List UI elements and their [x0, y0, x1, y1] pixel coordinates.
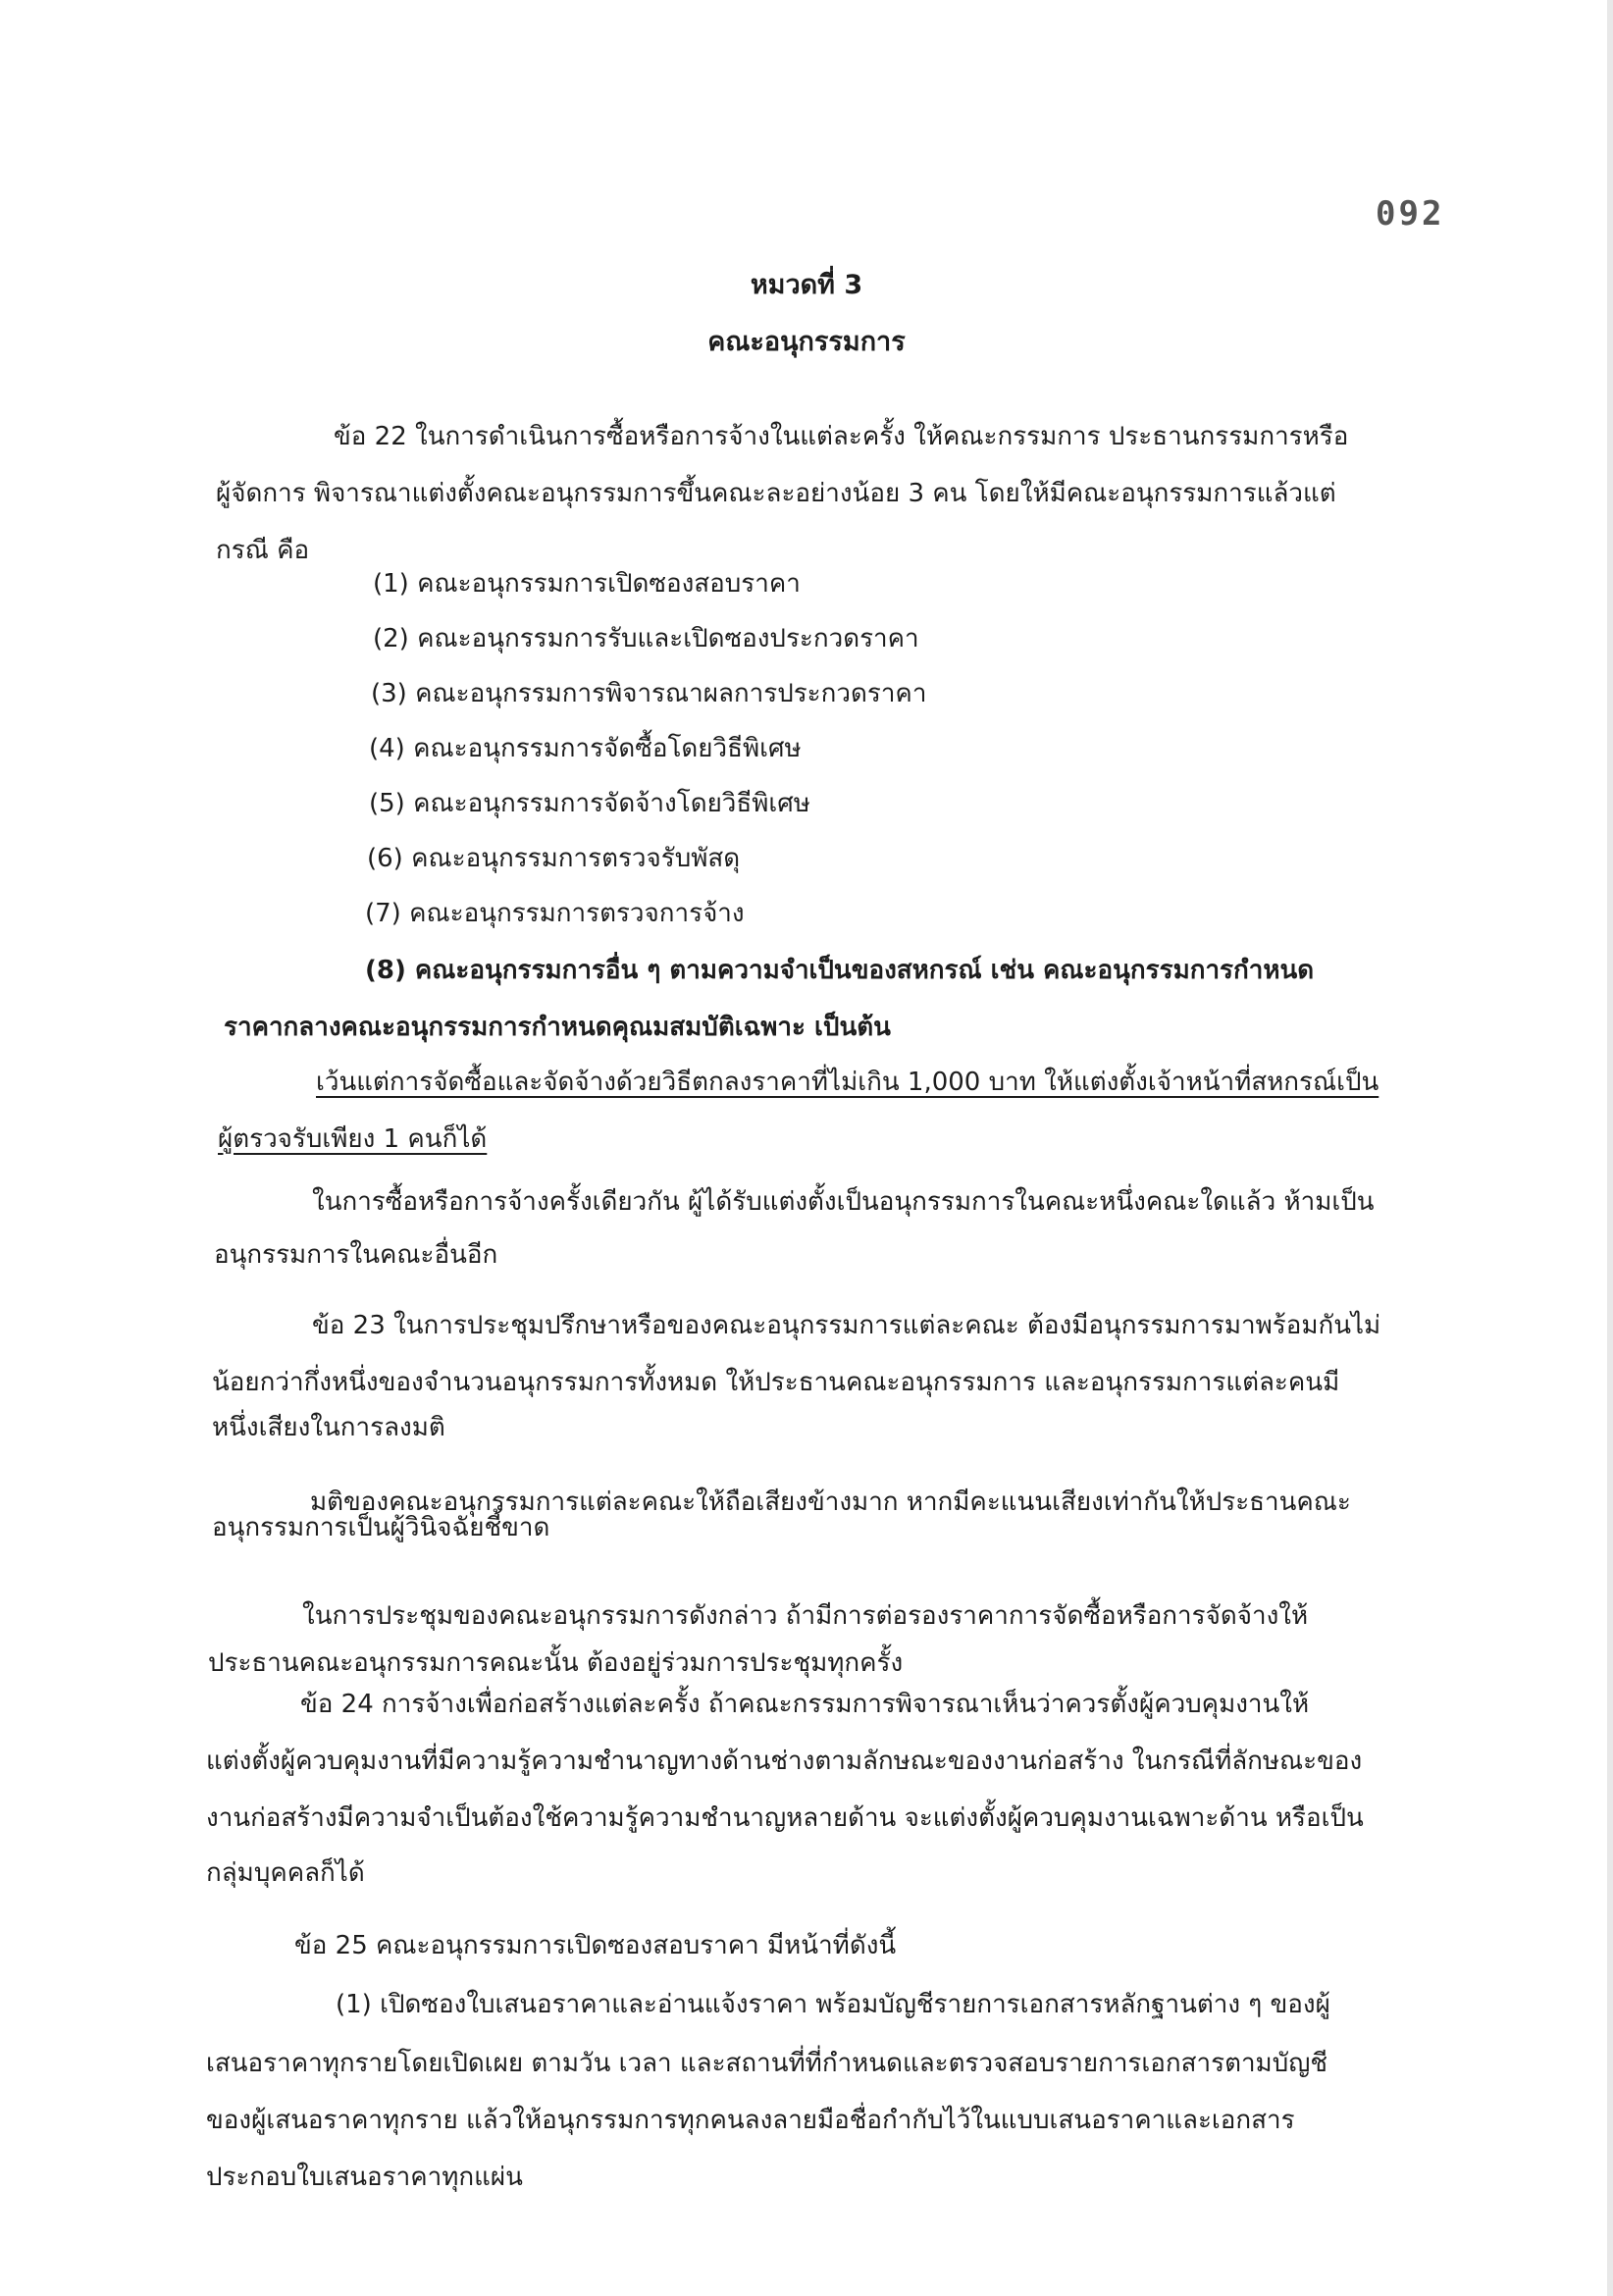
committee-item-7: (7) คณะอนุกรรมการตรวจการจ้าง [365, 899, 745, 928]
clause25-item1-line3: ของผู้เสนอราคาทุกราย แล้วให้อนุกรรมการทุกคนลงลายมือชื่อกำกับไว้ในแบบเสนอราคาและเอกสาร [206, 2106, 1295, 2135]
clause24-line3: งานก่อสร้างมีความจำเป็นต้องใช้ความรู้ความชำนาญหลายด้าน จะแต่งตั้งผู้ควบคุมงานเฉพาะด้าน หรือเป็น [206, 1803, 1364, 1833]
committee-item-6: (6) คณะอนุกรรมการตรวจรับพัสดุ [367, 844, 741, 873]
page-number-stamp: 092 [1376, 194, 1445, 234]
same-purchase-line1: ในการซื้อหรือการจ้างครั้งเดียวกัน ผู้ได้รับแต่งตั้งเป็นอนุกรรมการในคณะหนึ่งคณะใดแล้ว ห้ามเป็น [312, 1187, 1375, 1217]
chapter-heading: หมวดที่ 3 [750, 270, 863, 300]
committee-item-1: (1) คณะอนุกรรมการเปิดซองสอบราคา [373, 569, 801, 599]
committee-item-8-line2: ราคากลางคณะอนุกรรมการกำหนดคุณมสมบัติเฉพาะ เป็นต้น [224, 1013, 891, 1042]
clause25-item1-line4: ประกอบใบเสนอราคาทุกแผ่น [206, 2163, 523, 2192]
clause22-line1: ข้อ 22 ในการดำเนินการซื้อหรือการจ้างในแต่ละครั้ง ให้คณะกรรมการ ประธานกรรมการหรือ [334, 422, 1349, 451]
clause23-line1: ข้อ 23 ในการประชุมปรึกษาหรือของคณะอนุกรรมการแต่ละคณะ ต้องมีอนุกรรมการมาพร้อมกันไม่ [312, 1311, 1381, 1340]
resolution-line2: อนุกรรมการเป็นผู้วินิจฉัยชี้ขาด [212, 1513, 550, 1542]
exception-line2: ผู้ตรวจรับเพียง 1 คนก็ได้ [218, 1124, 488, 1154]
clause25-item1-line1: (1) เปิดซองใบเสนอราคาและอ่านแจ้งราคา พร้อมบัญชีรายการเอกสารหลักฐานต่าง ๆ ของผู้ [336, 1990, 1330, 2019]
resolution-line1: มติของคณะอนุกรรมการแต่ละคณะให้ถือเสียงข้างมาก หากมีคะแนนเสียงเท่ากันให้ประธานคณะ [310, 1487, 1351, 1517]
exception-line1: เว้นแต่การจัดซื้อและจัดจ้างด้วยวิธีตกลงราคาที่ไม่เกิน 1,000 บาท ให้แต่งตั้งเจ้าหน้าที่สหกรณ์เป็น [316, 1068, 1379, 1097]
clause22-line2: ผู้จัดการ พิจารณาแต่งตั้งคณะอนุกรรมการขึ้นคณะละอย่างน้อย 3 คน โดยให้มีคณะอนุกรรมการแล้วแต่ [216, 479, 1336, 508]
clause24-line2: แต่งตั้งผู้ควบคุมงานที่มีความรู้ความชำนาญทางด้านช่างตามลักษณะของงานก่อสร้าง ในกรณีที่ลักษณะของ [206, 1747, 1363, 1776]
committee-item-5: (5) คณะอนุกรรมการจัดจ้างโดยวิธีพิเศษ [369, 789, 810, 818]
clause25-item1-line2: เสนอราคาทุกรายโดยเปิดเผย ตามวัน เวลา และสถานที่ที่กำหนดและตรวจสอบรายการเอกสารตามบัญชี [206, 2049, 1327, 2078]
clause22-line3: กรณี คือ [216, 536, 310, 565]
committee-item-4: (4) คณะอนุกรรมการจัดซื้อโดยวิธีพิเศษ [369, 734, 802, 763]
clause23-line3: หนึ่งเสียงในการลงมติ [212, 1413, 445, 1442]
clause24-line4: กลุ่มบุคคลก็ได้ [206, 1858, 365, 1888]
clause25-line1: ข้อ 25 คณะอนุกรรมการเปิดซองสอบราคา มีหน้าที่ดังนี้ [294, 1931, 897, 1960]
clause23-line2: น้อยกว่ากึ่งหนึ่งของจำนวนอนุกรรมการทั้งหมด ให้ประธานคณะอนุกรรมการ และอนุกรรมการแต่ละคนมี [212, 1368, 1340, 1397]
clause24-line1: ข้อ 24 การจ้างเพื่อก่อสร้างแต่ละครั้ง ถ้าคณะกรรมการพิจารณาเห็นว่าควรตั้งผู้ควบคุมงานให้ [300, 1690, 1310, 1719]
chapter-title: คณะอนุกรรมการ [707, 327, 906, 357]
committee-item-2: (2) คณะอนุกรรมการรับและเปิดซองประกวดราคา [373, 624, 919, 653]
meeting-line2: ประธานคณะอนุกรรมการคณะนั้น ต้องอยู่ร่วมการประชุมทุกครั้ง [208, 1648, 904, 1678]
meeting-line1: ในการประชุมของคณะอนุกรรมการดังกล่าว ถ้ามีการต่อรองราคาการจัดซื้อหรือการจัดจ้างให้ [302, 1601, 1309, 1631]
same-purchase-line2: อนุกรรมการในคณะอื่นอีก [214, 1240, 498, 1270]
committee-item-3: (3) คณะอนุกรรมการพิจารณาผลการประกวดราคา [371, 679, 927, 708]
committee-item-8-line1: (8) คณะอนุกรรมการอื่น ๆ ตามความจำเป็นของสหกรณ์ เช่น คณะอนุกรรมการกำหนด [365, 956, 1315, 985]
